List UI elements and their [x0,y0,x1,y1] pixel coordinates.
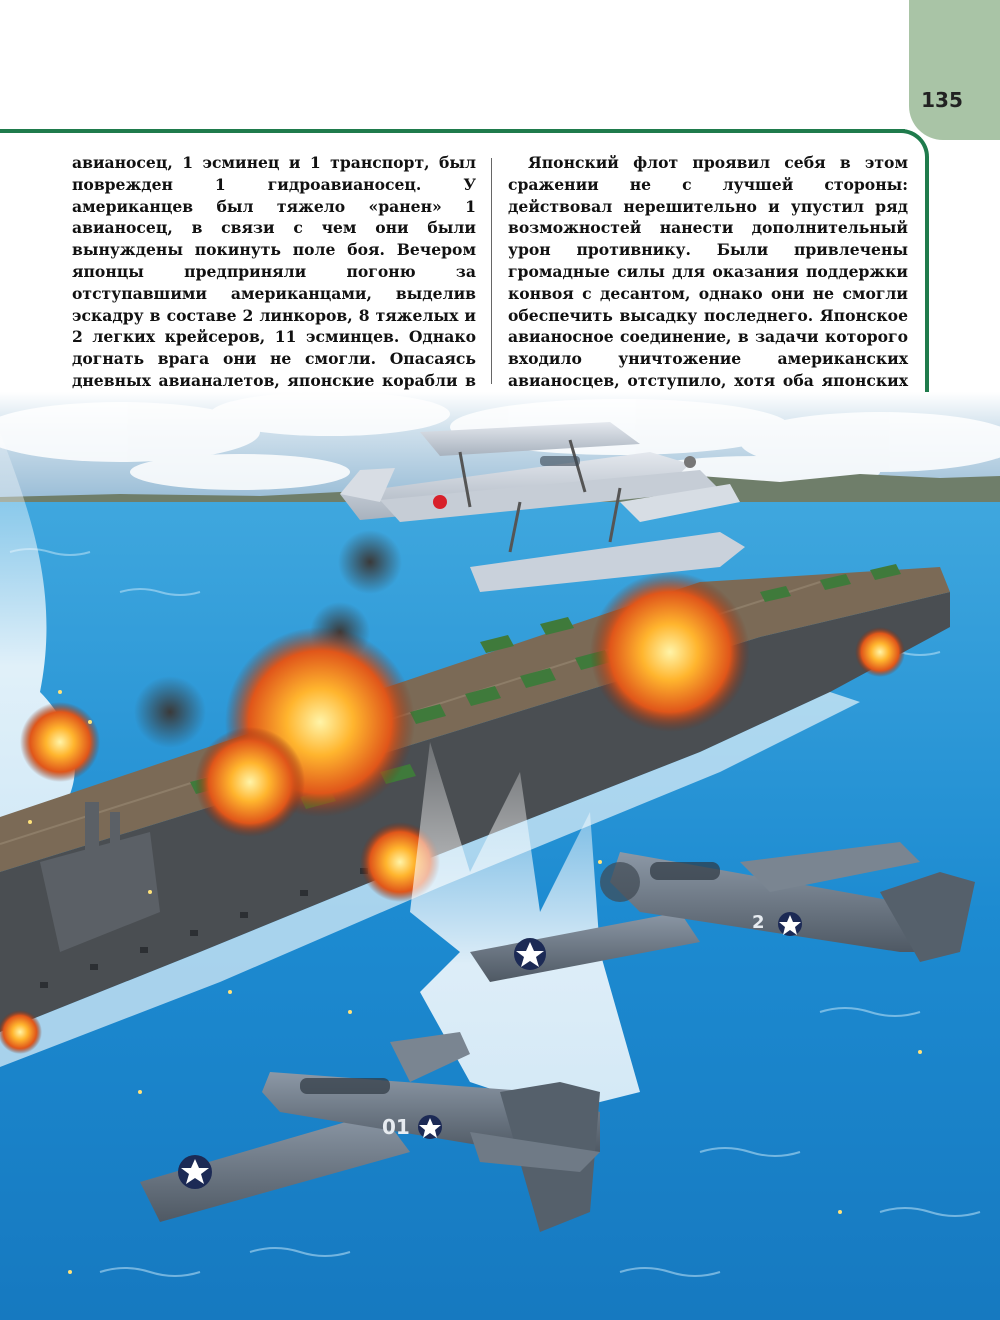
column-divider [491,158,492,384]
battle-illustration [0,392,1000,1320]
page-number: 135 [921,88,963,112]
text-column-left: авианосец, 1 эсминец и 1 транспорт, был поврежден 1 гидроавианосец. У американцев был тяжело «ранен» 1 авианосец, в связи с чем они были вынуждены покинуть поле боя. Вечером японцы предприняли погоню за отступавшими американцами, выделив эскадру в составе 2 линкоров, 8 тяжелых и 2 легких крейсеров, 11 эсминцев. Однако догнать врага они не смогли. Опасаясь дневных авианалетов, японские корабли в [72,153,476,390]
us-star-insignia [778,912,802,936]
us-star-insignia [178,1155,212,1189]
us-star-insignia [514,938,546,970]
us-star-insignia [418,1115,442,1139]
text-column-right: Японский флот проявил себя в этом сражении не с лучшей стороны: действовал нерешительно и упустил ряд возможностей нанести дополнительный урон противнику. Были привлечены громадные силы для оказания поддержки конвоя с десантом, однако они не смогли обеспечить высадку последнего. Японское авианосное соединение, в задачи которого входило уничтожение американских авианосцев, отступило, хотя оба японских [508,153,908,390]
hinomaru-roundel [433,495,447,509]
page-number-tab [909,0,1000,140]
bomber-upper-number: 2 [752,912,765,933]
header-rule [0,129,905,133]
bomber-lower-number: 01 [382,1115,410,1139]
